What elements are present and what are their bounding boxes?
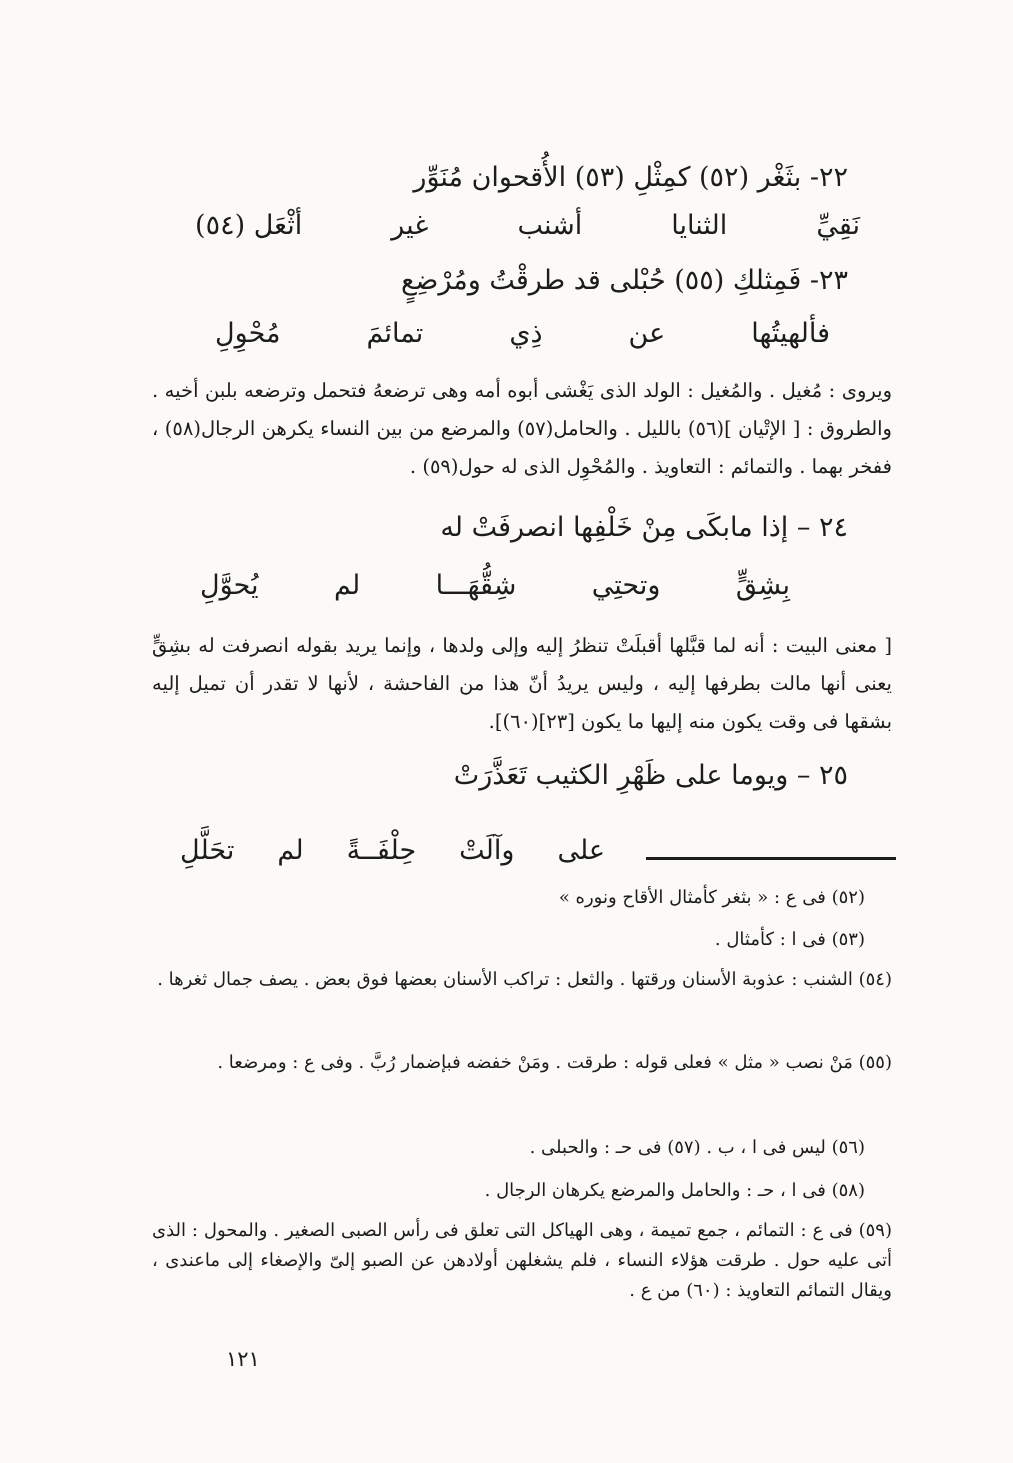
verse-word: شِقُّهَـــا — [435, 570, 517, 601]
verse-word: نَقِيِّ — [816, 210, 860, 241]
verse-word: تحَلَّلِ — [180, 835, 235, 866]
verse-24-second-hemistich — [200, 570, 790, 601]
footnote-53: (٥٣) فى ا : كأمثال . — [714, 929, 865, 950]
verse-word: أثْعَل (٥٤) — [195, 210, 303, 241]
footnote-58: (٥٨) فى ا ، حـ : والحامل والمرضع يكرهان الرجال . — [484, 1180, 865, 1201]
verse-25-first-hemistich: ٢٥ – ويوما على ظَهْرِ الكثيب تَعَذَّرَتْ — [453, 760, 848, 791]
verse-word: غير — [391, 210, 429, 241]
verse-word: وتحتِي — [591, 570, 661, 601]
footnote-separator — [646, 857, 896, 860]
footnote-59-60: (٥٩) فى ع : التمائم ، جمع تميمة ، وهى الهياكل التى تعلق فى رأس الصبى الصغير . والمحول : الذى أتى عليه حول . طرقت هؤلاء النساء ، فلم يشغلهن أولادهن عن الصبو إلىّ والإصغاء إلى ماعندى ، ويقال التمائم التعاويذ : (٦٠) من ع . — [152, 1220, 892, 1301]
verse-word: حِلْفَــةً — [346, 835, 417, 866]
verse-word: فألهيتُها — [751, 318, 830, 349]
verse-word: تمائمَ — [366, 318, 424, 349]
commentary-verse-24: [ معنى البيت : أنه لما قبَّلها أقبلَتْ تنظرُ إليه وإلى ولدها ، وإنما يريد بقوله انصرفت له بشِقٍّ يعنى أنها مالت بطرفها إليه ، وليس يريدُ أنّ هذا من الفاحشة ، لأنها لا تقدر أن تميل إليه بشقها فى وقت يكون منه إليها ما يكون [٢٣](٦٠)]. — [152, 634, 892, 733]
verse-23-second-hemistich — [215, 318, 830, 349]
footnote-55: (٥٥) مَنْ نصب « مثل » فعلى قوله : طرقت . ومَنْ خفضه فبإضمار رُبَّ . وفى ع : ومرضعا . — [217, 1052, 892, 1073]
verse-23-first-hemistich: ٢٣- فَمِثلكِ (٥٥) حُبْلى قد طرقْتُ ومُرْضِعٍ — [401, 265, 848, 296]
verse-word: وآلَتْ — [459, 835, 515, 866]
verse-word: بِشِقٍّ — [735, 570, 790, 601]
verse-word: الثنايا — [671, 210, 728, 241]
page-number: ١٢١ — [226, 1347, 260, 1371]
verse-word: مُحْوِلِ — [215, 318, 281, 349]
verse-22-first-hemistich: ٢٢- بثَغْر (٥٢) كمِثْلِ (٥٣) الأُقحوان مُنَوِّر — [413, 162, 848, 193]
verse-word: على — [557, 835, 605, 866]
verse-22-second-hemistich — [195, 210, 860, 241]
footnote-54: (٥٤) الشنب : عذوبة الأسنان ورقتها . والثعل : تراكب الأسنان بعضها فوق بعض . يصف جمال ثغرها . — [157, 969, 892, 990]
verse-word: ذِي — [509, 318, 543, 349]
footnote-52: (٥٢) فى ع : « بثغر كأمثال الأقاح ونوره » — [558, 887, 865, 908]
footnote-56-57: (٥٦) ليس فى ا ، ب . (٥٧) فى حـ : والحبلى . — [529, 1137, 865, 1158]
verse-24-first-hemistich: ٢٤ – إذا مابكَى مِنْ خَلْفِها انصرفَتْ له — [440, 512, 848, 543]
verse-25-second-hemistich — [180, 835, 605, 866]
verse-word: عن — [628, 318, 666, 349]
commentary-verse-23: ويروى : مُغيل . والمُغيل : الولد الذى يَغْشى أبوه أمه وهى ترضعهُ فتحمل وترضعه بلبن أخيه . والطروق : [ الإتْيان ](٥٦) بالليل . والحامل(٥٧) والمرضع من بين النساء يكرهن الرجال(٥٨) ، ففخر بهما . والتمائم : التعاويذ . والمُحْوِل الذى له حول(٥٩) . — [152, 379, 892, 478]
verse-word: لم — [333, 570, 361, 601]
verse-word: لم — [277, 835, 304, 866]
verse-word: يُحوَّلِ — [200, 570, 259, 601]
verse-word: أشنب — [517, 210, 583, 241]
